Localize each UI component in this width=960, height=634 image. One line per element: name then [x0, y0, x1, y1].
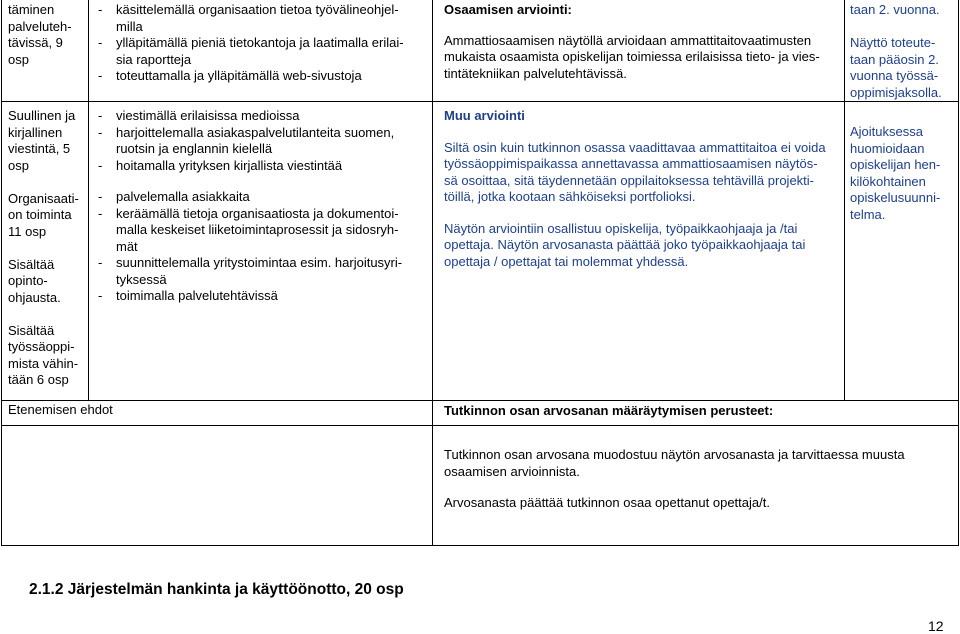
criteria-right-cell [444, 403, 952, 420]
row2-scope-cell [8, 108, 86, 389]
scope-line: Sisältää [8, 256, 55, 272]
row2-assessment-paragraph-2 [444, 221, 840, 271]
list-item-line: - hoitamalla yrityksen kirjallista viestintää [116, 157, 343, 173]
assessment-line: Siltä osin kuin tutkinnon osassa vaadittavaa ammattitaitoa ei voida [444, 139, 826, 155]
list-item-line: tyksessä [116, 271, 167, 287]
row2-assessment-paragraph-1 [444, 140, 840, 206]
criteria-line: Arvosanasta päättää tutkinnon osaa opettanut opettaja/t. [444, 495, 770, 510]
scope-line: on toiminta [8, 207, 72, 222]
row-divider-1 [1, 101, 959, 102]
list-item-line: - viestimällä erilaisissa medioissa [116, 108, 300, 123]
row2-assessment-cell [444, 108, 840, 270]
timing-line: kilökohtainen [850, 173, 926, 189]
row2-items-cell [98, 108, 428, 305]
timing-line: telma. [850, 206, 886, 222]
scope-line: Organisaati- [8, 190, 79, 206]
col-divider-3 [844, 0, 845, 400]
list-item [98, 288, 428, 305]
timing-line: opiskelijan hen- [850, 157, 941, 172]
timing-line: huomioidaan [850, 140, 925, 156]
list-item [98, 2, 428, 35]
section-heading: 2.1.2 Järjestelmän hankinta ja käyttöönotto, 20 osp [29, 581, 404, 598]
scope-line: Sisältää [8, 322, 55, 338]
row2-timing-cell [850, 124, 956, 223]
assessment-line: opettaja / opettajat tai molemmat yhdessä. [444, 253, 689, 269]
assessment-line: Näytön arviointiin osallistuu opiskelija, työpaikkaohjaaja ja /tai [444, 220, 798, 236]
col-divider-2 [432, 0, 433, 546]
list-item [98, 108, 428, 125]
list-item [98, 35, 428, 68]
criteria-line: osaamisen arvioinnista. [444, 463, 580, 479]
timing-line: oppimisjaksolla. [850, 84, 942, 100]
assessment-line: Ammattiosaamisen näytöllä arvioidaan ammattitaitovaatimusten [444, 32, 812, 48]
timing-line: Näyttö toteute- [850, 35, 936, 50]
row1-skill-list [98, 2, 428, 85]
scope-line: mista vähin- [8, 355, 79, 371]
row1-assessment-cell [444, 2, 840, 82]
list-item-line: - ylläpitämällä pieniä tietokantoja ja laatimalla erilai- [116, 35, 404, 50]
row-divider-2 [1, 400, 959, 401]
row1-timing-cell [850, 2, 956, 101]
list-item-line: - toimimalla palvelutehtävissä [116, 288, 278, 303]
scope-line: 11 osp [8, 223, 47, 239]
assessment-line: mukaista osaamista opiskelijan toimiessa erilaisissa tieto- ja vies- [444, 49, 820, 64]
list-item-line: sia raportteja [116, 51, 192, 67]
scope-line: ohjausta. [8, 289, 61, 305]
row1-scope-cell [8, 2, 86, 68]
grade-criteria-heading: Tutkinnon osan arvosanan määräytymisen perusteet: [444, 403, 774, 418]
table-left-border [1, 0, 2, 546]
row-divider-3 [1, 425, 959, 426]
scope-line: täminen [8, 2, 55, 17]
list-item [98, 206, 428, 256]
scope-line: osp [8, 157, 29, 173]
grade-criteria-paragraph-2 [444, 495, 952, 512]
assessment-line: tintätekniikan palvelutehtävissä. [444, 65, 627, 81]
timing-line: taan 2. vuonna. [850, 2, 940, 17]
timing-line: vuonna työssä- [850, 68, 939, 83]
list-item-line: - suunnittelemalla yritystoimintaa esim. harjoitusyri- [116, 255, 403, 270]
scope-line: palveluteh- [8, 18, 72, 34]
list-item-line: - palvelemalla asiakkaita [116, 189, 250, 204]
row2-timing-text [850, 124, 956, 223]
scope-line: osp [8, 51, 29, 67]
list-item-line: ruotsin ja englannin kielellä [116, 141, 273, 156]
criteria-line: Tutkinnon osan arvosana muodostuu näytön arvosanasta ja tarvittaessa muusta [444, 447, 905, 462]
scope-line: tään 6 osp [8, 372, 69, 387]
list-item-line: mät [116, 238, 138, 254]
list-item-line: milla [116, 18, 143, 34]
grade-criteria-paragraph-1 [444, 447, 952, 480]
scope-line: kirjallinen [8, 124, 63, 140]
progression-conditions-heading: Etenemisen ehdot [8, 402, 113, 417]
scope-line: Suullinen ja [8, 108, 76, 123]
list-item [98, 158, 428, 175]
timing-line [850, 19, 956, 36]
scope-line: tävissä, 9 [8, 35, 63, 50]
list-item-line: - käsittelemällä organisaation tietoa työvälineohjel- [116, 2, 399, 17]
row1-scope-text [8, 2, 86, 68]
assessment-line: sä osoittaa, sitä täydennetään oppilaitoksessa tehtävillä projekti- [444, 172, 814, 188]
row2-skill-list-2 [98, 189, 428, 305]
row1-timing-text [850, 2, 956, 101]
timing-line: taan pääosin 2. [850, 51, 939, 67]
row2-scope-text [8, 108, 86, 389]
assessment-line: opettaja. Näytön arvosanasta päättää joko työpaikkaohjaaja tai [444, 237, 806, 252]
criteria-body-cell [444, 447, 952, 512]
list-item [98, 125, 428, 158]
list-item-line: - toteuttamalla ja ylläpitämällä web-sivustoja [116, 68, 362, 83]
row2-assessment-heading: Muu arviointi [444, 108, 525, 123]
assessment-line: töillä, jotka kootaan sähköiseksi portfolioksi. [444, 189, 696, 204]
list-item [98, 189, 428, 206]
row1-assessment-text [444, 33, 840, 83]
list-item-line: malla keskeiset liiketoimintaprosessit ja sidosryh- [116, 222, 399, 237]
row2-skill-list-1 [98, 108, 428, 174]
criteria-left-cell [8, 402, 428, 419]
list-item-line: - keräämällä tietoja organisaatiosta ja dokumentoi- [116, 205, 399, 221]
list-item-line: - harjoittelemalla asiakaspalvelutilanteita suomen, [116, 124, 395, 140]
col-divider-1 [88, 0, 89, 400]
timing-line: opiskelusuunni- [850, 190, 941, 205]
row1-assessment-heading: Osaamisen arviointi: [444, 2, 572, 17]
scope-line: viestintä, 5 [8, 141, 71, 156]
table-right-border [958, 0, 959, 546]
assessment-line: työssäoppimispaikassa annettavassa ammattiosaamisen näytös- [444, 156, 818, 171]
timing-line: Ajoituksessa [850, 124, 923, 139]
row1-items-cell [98, 2, 428, 85]
list-item [98, 255, 428, 288]
page-number: 12 [928, 618, 944, 634]
scope-line: opinto- [8, 273, 48, 288]
table-bottom-border [1, 545, 959, 546]
scope-line: työssäoppi- [8, 339, 75, 354]
list-item [98, 68, 428, 85]
